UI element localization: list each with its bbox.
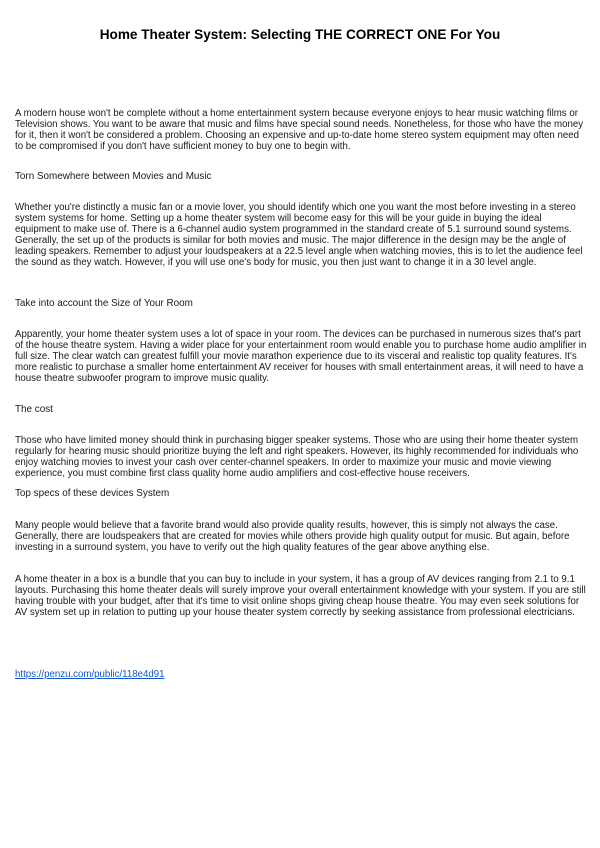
paragraph-cost: Those who have limited money should think in purchasing bigger speaker systems. Those who are using their home theater system regularly for hearing music should prioritize buying the left and right speakers. However, its highly recommended for individuals who enjoy watching movies to invest your cash over center-channel speakers. In order to maximize your music and movie viewing experience, you must combine first class quality home audio amplifiers and cost-effective house receivers.: [15, 435, 579, 479]
section-heading-room-size: Take into account the Size of Your Room: [15, 298, 193, 309]
paragraph-home-theater-box: A home theater in a box is a bundle that you can buy to include in your system, it has a group of AV devices ranging from 2.1 to 9.1 layouts. Purchasing this home theater deals will surely improve your overall entertainment knowledge with your system. If you are still having trouble with your budget, after that it's time to visit online shops giving cheap house theatre. You may even seek solutions for AV system set up in relation to putting up your house theater system correctly by seeking assistance from professional electricians.: [15, 574, 586, 618]
paragraph-intro: A modern house won't be complete without a home entertainment system because everyone enjoys to hear music watching films or Television shows. You want to be aware that music and films have special sound needs. Nonetheless, for those who have the money for it, then it won't be considered a problem. Choosing an expensive and up-to-date home stereo system equipment may often need to be compromised if you don't have sufficient money to buy one to begin with.: [15, 108, 584, 152]
page-title: Home Theater System: Selecting THE CORRECT ONE For You: [99, 27, 501, 42]
section-heading-movies-music: Torn Somewhere between Movies and Music: [15, 171, 212, 182]
paragraph-top-specs: Many people would believe that a favorite brand would also provide quality results, however, this is simply not always the case. Generally, there are loudspeakers that are created for movies while others provide high quality output for music. But again, before investing in a surround system, you have to verify out the high quality features of the gear above anything else.: [15, 520, 570, 553]
paragraph-movies-music: Whether you're distinctly a music fan or a movie lover, you should identify which one you want the most before investing in a stereo system systems for home. Setting up a home theater system will become easy for this will be your guide in buying the ideal equipment to make use of. There is a 6-channel audio system programmed in the standard create of 5.1 surround sound systems. Generally, the set up of the products is similar for both movies and music. The major difference in the design may be the angle of leading speakers. Remember to adjust your loudspeakers at a 22.5 level angle when watching movies, this is to let the audience feel the sound as they watch. However, if you will use one's body for music, you then just want to change it in a 30 level angle.: [15, 202, 583, 268]
section-heading-top-specs: Top specs of these devices System: [15, 488, 170, 499]
paragraph-room-size: Apparently, your home theater system uses a lot of space in your room. The devices can be purchased in numerous sizes that's part of the house theatre system. Having a wider place for your entertainment room would enable you to purchase home audio amplifier in full size. The clear watch can greatest fulfill your movie marathon experience due to its visceral and realistic top quality features. It's more realistic to purchase a smaller home entertainment AV receiver for houses with small entertainment areas, it will need to have a house theatre subwoofer program to improve music quality.: [15, 329, 587, 384]
section-heading-cost: The cost: [15, 404, 53, 415]
source-link[interactable]: https://penzu.com/public/118e4d91: [15, 669, 165, 680]
